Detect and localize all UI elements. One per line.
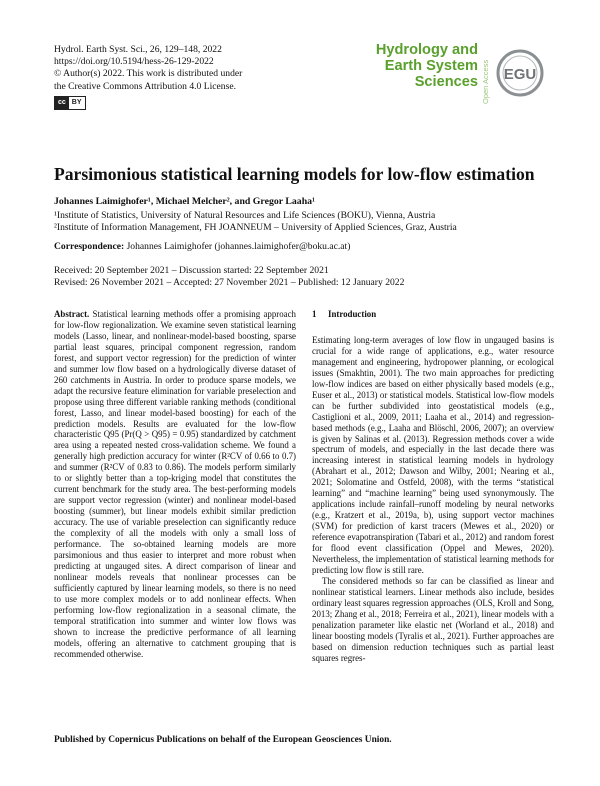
egu-logo-text: EGU <box>503 66 537 83</box>
affiliations <box>54 210 457 234</box>
dates-received: Received: 20 September 2021 – Discussion started: 22 September 2021 <box>54 265 329 276</box>
license-notice: the Creative Commons Attribution 4.0 License. <box>54 80 236 92</box>
journal-name-line1: Hydrology and <box>375 42 478 58</box>
publication-dates <box>54 265 404 289</box>
affiliation-1: ¹Institute of Statistics, University of Natural Resources and Life Sciences (BOKU), Vienna, Austria <box>54 210 436 221</box>
journal-name <box>376 42 478 90</box>
journal-name-line2: Earth System <box>384 58 478 74</box>
egu-logo <box>494 45 546 101</box>
section-title: Introduction <box>328 309 377 319</box>
intro-paragraph-2: The considered methods so far can be classified as linear and nonlinear statistical learners. Linear methods also include, besides ordinary least squares regression approaches (OLS, Kroll and Song, 2013; Zhang et al., 2018; Ferreira et al., 2021), linear models with a penalization parameter like elastic net (Worland et al., 2018) and linear boosting models (Tyralis et al., 2021). Further approaches are based on dimension reduction techniques such as partial least squares regres- <box>312 575 554 663</box>
doi-link[interactable]: https://doi.org/10.5194/hess-26-129-2022 <box>54 56 214 68</box>
open-access-label <box>480 40 490 106</box>
author-list: Johannes Laimighofer¹, Michael Melcher², and Gregor Laaha¹ <box>54 196 315 207</box>
publisher-footer: Published by Copernicus Publications on behalf of the European Geosciences Union. <box>54 735 392 745</box>
journal-name-line3: Sciences <box>414 74 478 90</box>
affiliation-2: ²Institute of Information Management, FH JOANNEUM – University of Applied Sciences, Graz, Austria <box>54 222 457 234</box>
abstract-paragraph <box>54 309 296 660</box>
correspondence <box>54 241 350 252</box>
correspondence-label: Correspondence: <box>54 241 125 252</box>
introduction-column <box>312 309 554 664</box>
dates-published: Revised: 26 November 2021 – Accepted: 27 November 2021 – Published: 12 January 2022 <box>54 277 405 289</box>
correspondence-email[interactable]: Johannes Laimighofer (johannes.laimighofer@boku.ac.at) <box>126 241 351 252</box>
abstract-text: Statistical learning methods offer a promising approach for low-flow regionalization. We examine seven statistical learning models (Lasso, linear, and nonlinear-model-based boosting, sparse partial least squares, principal component regression, random forest, and support vector regression) for the prediction of winter and summer low flow based on a hydrologically diverse dataset of 260 catchments in Austria. In order to produce sparse models, we adapt the recursive feature elimination for variable preselection and propose using three different variable ranking methods (conditional forest, Lasso, and linear model-based boosting) for each of the prediction models. Results are evaluated for the low-flow characteristic Q95 (Pr(Q > Q95) = 0.95) standardized by catchment area using a repeated nested cross-validation scheme. We found a generally high prediction accuracy for winter (R²CV of 0.66 to 0.7) and summer (R²CV of 0.83 to 0.86). The models perform similarly to or slightly better than a top-kriging model that constitutes the current benchmark for the study area. The best-performing models are support vector regression (winter) and nonlinear model-based boosting (summer), but linear models exhibit similar prediction accuracy. The use of variable preselection can significantly reduce the complexity of all the models with only a small loss of performance. The so-obtained learning models are more parsimonious and thus easier to interpret and more robust when predicting at ungauged sites. A direct comparison of linear and nonlinear models reveals that nonlinear processes can be sufficiently captured by linear learning models, so there is no need to use more complex models or to add nonlinear effects. When performing low-flow regionalization in a seasonal climate, the temporal stratification into summer and winter low flows was shown to increase the predictive performance of all learning models, offering an alternative to catchment grouping that is recommended otherwise. <box>54 309 296 659</box>
article-metadata <box>54 44 314 110</box>
intro-paragraph-1: Estimating long-term averages of low flow in ungauged basins is crucial for a wide range of applications, e.g., water resource management and engineering, hydropower planning, or ecological issues (Smakhtin, 2001). The two main approaches for predicting low-flow indices are based on either physically based models (e.g., Euser et al., 2013) or statistical models. Statistical low-flow models can be further subdivided into geostatistical models (e.g., Castiglioni et al., 2009, 2011; Laaha et al., 2014) and regression-based methods (e.g., Laaha and Blöschl, 2006, 2007); an overview is given by Salinas et al. (2013). Regression methods cover a wide spectrum of models, and especially in the last decade there was increasing interest in statistical learning models in hydrology (Abrahart et al., 2012; Dawson and Wilby, 2001; Nearing et al., 2021; Solomatine and Ostfeld, 2008), with the terms “statistical learning” and “machine learning” being used synonymously. The applications include rainfall–runoff modeling by neural networks (e.g., Kratzert et al., 2019a, b), using support vector machines (SVM) for prediction of karst tracers (Mewes et al., 2020) or reference evapotranspiration (Tabari et al., 2012) and random forest for flood event classification (Oppel and Mewes, 2020). Nevertheless, the implementation of statistical learning methods for predicting low flow is still rare. <box>312 334 554 575</box>
cc-icon: cc <box>55 97 69 109</box>
copyright-notice: © Author(s) 2022. This work is distributed under <box>54 68 243 80</box>
open-access-text: Open Access <box>481 59 490 104</box>
abstract-column <box>54 309 296 660</box>
cc-by-badge[interactable] <box>54 96 86 110</box>
abstract-label: Abstract. <box>54 309 90 319</box>
by-icon: BY <box>71 98 82 106</box>
section-number: 1 <box>312 309 317 319</box>
section-heading-introduction <box>312 309 554 320</box>
paper-title: Parsimonious statistical learning models for low-flow estimation <box>54 164 535 184</box>
citation: Hydrol. Earth Syst. Sci., 26, 129–148, 2022 <box>54 44 222 55</box>
